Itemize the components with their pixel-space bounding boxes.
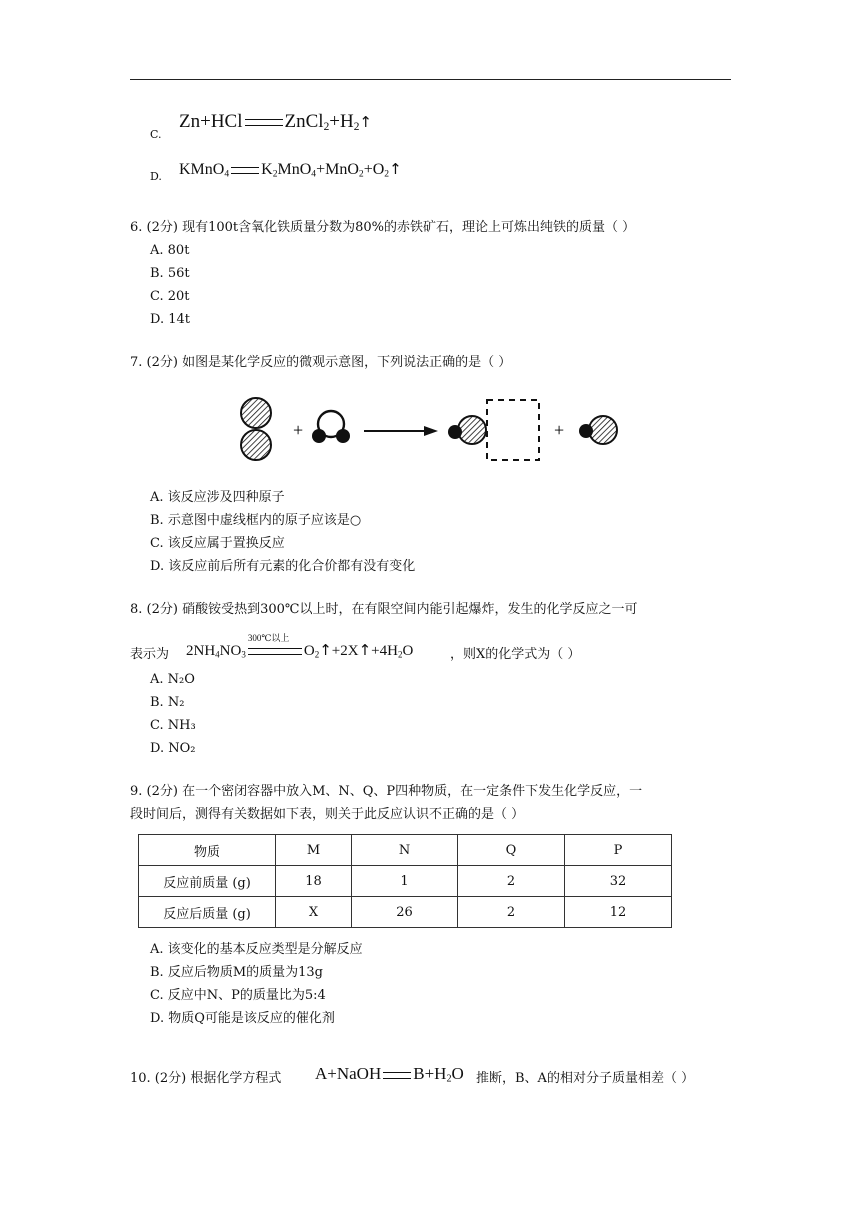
table-cell: 反应前质量 (g) xyxy=(139,866,276,897)
table-cell: X xyxy=(276,897,352,928)
q10-stem-prefix: 10. (2分) 根据化学方程式 xyxy=(130,1071,282,1086)
q7-stem: 7. (2分) 如图是某化学反应的微观示意图，下列说法正确的是（ ） xyxy=(130,355,512,370)
q5-option-d-label: D. xyxy=(150,170,162,183)
table-header-cell: Q xyxy=(458,835,565,866)
dashed-box xyxy=(487,400,539,460)
q8-option-b[interactable]: B. N₂ xyxy=(150,695,185,710)
table-header-cell: 物质 xyxy=(139,835,276,866)
table-header-cell: P xyxy=(565,835,672,866)
q8-option-d[interactable]: D. NO₂ xyxy=(150,741,196,756)
q6-stem: 6. (2分) 现有100t含氧化铁质量分数为80%的赤铁矿石，理论上可炼出纯铁的质量（ ） xyxy=(130,220,636,235)
plus-sign-1: + xyxy=(293,420,304,440)
table-cell: 12 xyxy=(565,897,672,928)
q9-option-b[interactable]: B. 反应后物质M的质量为13g xyxy=(150,965,323,980)
product-molecule-1 xyxy=(448,416,486,444)
table-header-row xyxy=(139,835,672,866)
table-cell: 反应后质量 (g) xyxy=(139,897,276,928)
reactant-molecule-2 xyxy=(312,411,350,443)
q5-option-c-equation: Zn+HCl $ZnCl_2+H_2↑$ xyxy=(179,111,372,133)
q7-option-d[interactable]: D. 该反应前后所有元素的化合价都有没有变化 xyxy=(150,559,416,574)
q10-stem-suffix: 推断，B、A的相对分子质量相差（ ） xyxy=(476,1071,695,1086)
table-cell: 18 xyxy=(276,866,352,897)
reaction-diagram xyxy=(236,392,626,468)
table-cell: 32 xyxy=(565,866,672,897)
reaction-arrow xyxy=(364,426,438,436)
q6-option-d[interactable]: D. 14t xyxy=(150,312,190,327)
q8-condition: 300℃以上 xyxy=(247,633,290,643)
q9-option-a[interactable]: A. 该变化的基本反应类型是分解反应 xyxy=(150,942,363,957)
plus-sign-2: + xyxy=(554,420,565,440)
header-rule xyxy=(130,79,731,80)
q8-stem-suffix: ，则X的化学式为（ ） xyxy=(450,647,581,662)
q9-stem-line1: 9. (2分) 在一个密闭容器中放入M、N、Q、P四种物质，在一定条件下发生化学反应，一 xyxy=(130,784,643,799)
product-molecule-2 xyxy=(579,416,617,444)
q7-option-c[interactable]: C. 该反应属于置换反应 xyxy=(150,536,285,551)
q6-option-b[interactable]: B. 56t xyxy=(150,266,190,281)
q8-equation: $2NH_4NO_3$ 300℃以上 $O_2↑+2X↑+4H_2O$ xyxy=(186,633,414,660)
q7-option-b[interactable]: B. 示意图中虚线框内的原子应该是○ xyxy=(150,513,362,528)
q9-stem-line2: 段时间后，测得有关数据如下表，则关于此反应认识不正确的是（ ） xyxy=(130,807,525,822)
table-row xyxy=(139,866,672,897)
table-cell: 2 xyxy=(458,866,565,897)
q7-option-a[interactable]: A. 该反应涉及四种原子 xyxy=(150,490,285,505)
q8-option-a[interactable]: A. N₂O xyxy=(150,672,195,687)
q8-stem-prefix: 表示为 xyxy=(130,647,170,662)
table-header-cell: M xyxy=(276,835,352,866)
q5-option-c-label: C. xyxy=(150,128,162,141)
q6-option-c[interactable]: C. 20t xyxy=(150,289,190,304)
q9-data-table xyxy=(138,834,672,928)
table-row xyxy=(139,897,672,928)
q9-option-c[interactable]: C. 反应中N、P的质量比为5:4 xyxy=(150,988,326,1003)
q5-option-d-equation: KMnO$_4$ $K_2MnO_4+MnO_2+O_2↑$ xyxy=(179,160,402,180)
q10-equation: A+NaOH $B+H_2O$ xyxy=(315,1064,464,1085)
table-cell: 1 xyxy=(352,866,458,897)
table-cell: 2 xyxy=(458,897,565,928)
q8-stem-line1: 8. (2分) 硝酸铵受热到300℃以上时，在有限空间内能引起爆炸，发生的化学反应之一可 xyxy=(130,602,638,617)
q6-option-a[interactable]: A. 80t xyxy=(150,243,190,258)
table-header-cell: N xyxy=(352,835,458,866)
q8-option-c[interactable]: C. NH₃ xyxy=(150,718,196,733)
reactant-molecule-1 xyxy=(241,398,271,460)
table-cell: 26 xyxy=(352,897,458,928)
q9-option-d[interactable]: D. 物质Q可能是该反应的催化剂 xyxy=(150,1011,335,1026)
